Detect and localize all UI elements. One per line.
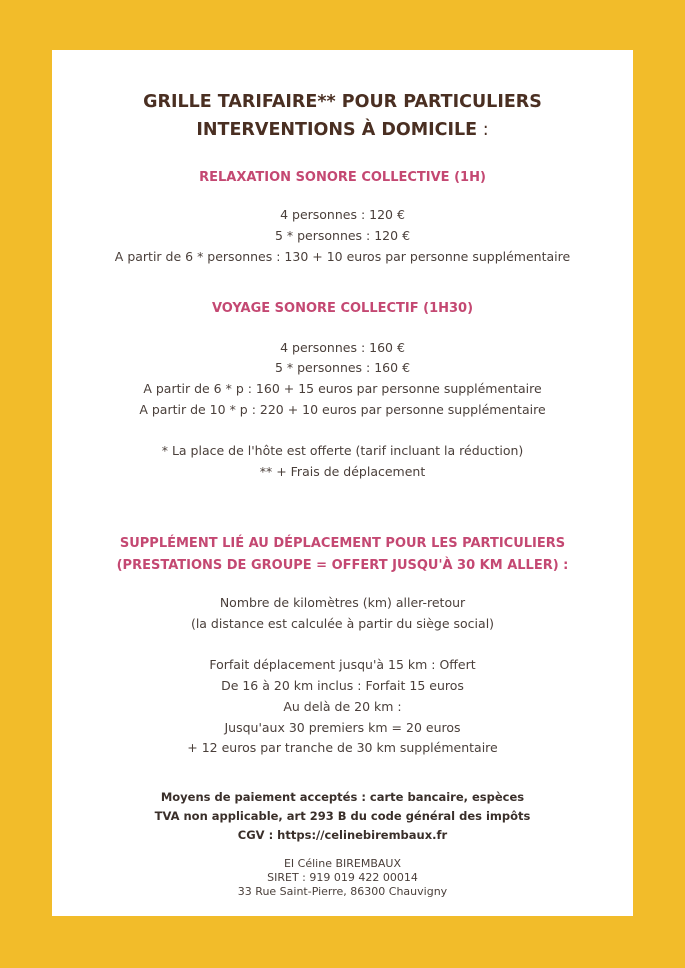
relaxation-price-line: 4 personnes : 120 €: [280, 207, 405, 222]
section-subtitle-supplement: (PRESTATIONS DE GROUPE = OFFERT JUSQU'À 30 KM ALLER) :: [116, 558, 569, 573]
page-title-line-1: GRILLE TARIFAIRE** POUR PARTICULIERS: [143, 92, 542, 112]
supplement-intro-line: Nombre de kilomètres (km) aller-retour: [219, 595, 466, 610]
company-name: EI Céline BIREMBAUX: [283, 857, 402, 870]
page-title-line-2: [52, 118, 633, 142]
travel-rate-line: Forfait déplacement jusqu'à 15 km : Offert: [209, 657, 476, 672]
vat-notice: TVA non applicable, art 293 B du code général des impôts: [154, 809, 531, 823]
price-sheet-card: [52, 50, 633, 916]
voyage-price-line: A partir de 6 * p : 160 + 15 euros par personne supplémentaire: [143, 381, 542, 396]
travel-rate-line: + 12 euros par tranche de 30 km supplémentaire: [187, 740, 498, 755]
relaxation-price-line: A partir de 6 * personnes : 130 + 10 euros par personne supplémentaire: [114, 249, 571, 264]
section-title-supplement: SUPPLÉMENT LIÉ AU DÉPLACEMENT POUR LES PARTICULIERS: [119, 536, 566, 551]
section-title-voyage: VOYAGE SONORE COLLECTIF (1H30): [211, 301, 474, 316]
page-title-text: INTERVENTIONS À DOMICILE: [196, 120, 478, 140]
travel-rate-line: Jusqu'aux 30 premiers km = 20 euros: [224, 720, 461, 735]
voyage-price-line: A partir de 10 * p : 220 + 10 euros par personne supplémentaire: [139, 402, 546, 417]
travel-rate-line: Au delà de 20 km :: [283, 699, 402, 714]
company-siret: SIRET : 919 019 422 00014: [267, 871, 418, 884]
footnote-host-offer: * La place de l'hôte est offerte (tarif incluant la réduction): [161, 443, 524, 458]
payment-methods: Moyens de paiement acceptés : carte bancaire, espèces: [160, 790, 525, 804]
travel-rate-line: De 16 à 20 km inclus : Forfait 15 euros: [221, 678, 464, 693]
section-title-relaxation: RELAXATION SONORE COLLECTIVE (1H): [199, 170, 486, 185]
voyage-price-line: 4 personnes : 160 €: [280, 340, 405, 355]
company-address: 33 Rue Saint-Pierre, 86300 Chauvigny: [237, 885, 448, 898]
terms-link-line: CGV : https://celinebirembaux.fr: [237, 828, 448, 842]
page-title-colon: :: [477, 120, 489, 140]
footnote-travel-fees: ** + Frais de déplacement: [259, 464, 426, 479]
relaxation-price-line: 5 * personnes : 120 €: [274, 228, 411, 243]
voyage-price-line: 5 * personnes : 160 €: [274, 360, 411, 375]
supplement-intro-line: (la distance est calculée à partir du siège social): [190, 616, 495, 631]
